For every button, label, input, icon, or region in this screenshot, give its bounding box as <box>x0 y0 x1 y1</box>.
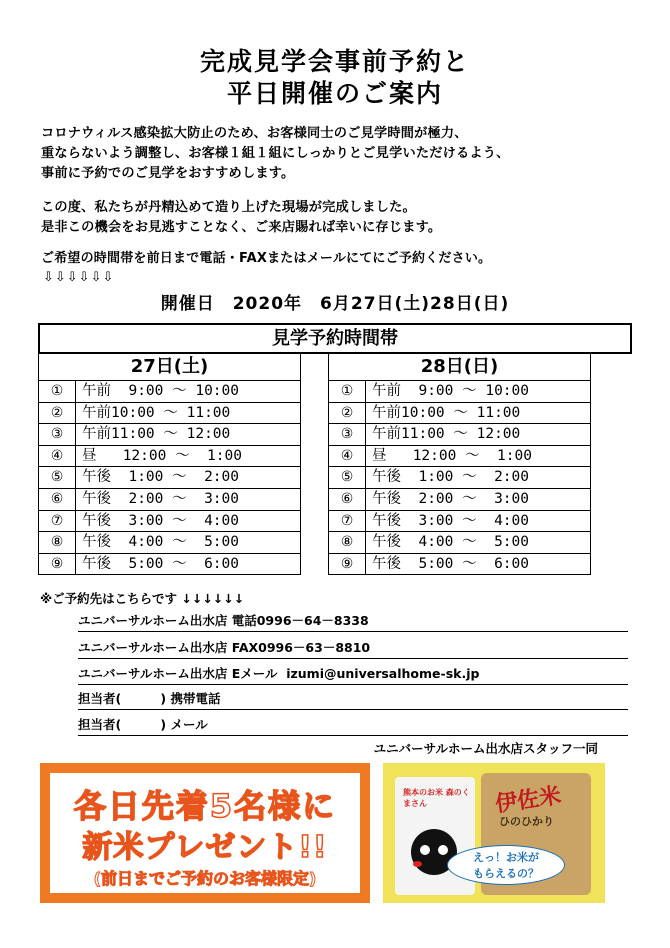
intro-text: 重ならないよう調整し、お客様１組１組にしっかりとご見学いただけるよう、 <box>41 146 510 161</box>
time-slot <box>38 381 301 403</box>
slot-number: ⑦ <box>39 511 76 532</box>
contact-email[interactable]: ユニバーサルホーム出水店 Eメール izumi@universalhome-sk.jp <box>78 664 628 685</box>
contact-heading: ※ご予約先はこちらです ↓↓↓↓↓↓ <box>40 591 245 606</box>
time-slot <box>328 532 591 554</box>
reservation-instruction: ご希望の時間帯を前日まで電話・FAXまたはメールにてにご予約ください。 <box>41 251 492 266</box>
page-title-line1: 完成見学会事前予約と <box>199 47 470 76</box>
promo-condition: (前日までご予約のお客様限定) <box>93 869 317 888</box>
slot-number: ⑦ <box>329 511 366 532</box>
slot-number: ③ <box>329 424 366 445</box>
slot-number: ① <box>329 381 366 402</box>
promo-banner <box>40 763 370 903</box>
time-slot <box>328 467 591 489</box>
event-date: 開催日 2020年 6月27日(土)28日(日) <box>160 294 510 314</box>
bubble-text: もらえるの？ <box>473 867 539 880</box>
kumamon-cheek-icon <box>413 861 422 867</box>
slot-time: 午前11:00 ～ 12:00 <box>372 426 521 443</box>
slot-time: 午後 3:00 ～ 4:00 <box>82 512 239 529</box>
time-slot <box>38 467 301 489</box>
slot-time: 昼 12:00 ～ 1:00 <box>82 447 242 464</box>
slot-number: ⑤ <box>329 467 366 488</box>
contact-fax[interactable]: ユニバーサルホーム出水店 FAX0996－63－8810 <box>78 638 628 659</box>
slot-number: ⑧ <box>39 532 76 553</box>
speech-bubble <box>447 845 565 885</box>
time-slot <box>38 511 301 533</box>
slot-time: 昼 12:00 ～ 1:00 <box>372 447 532 464</box>
day-label: 27日(土) <box>38 353 301 381</box>
time-slot <box>328 511 591 533</box>
time-slot <box>328 554 591 576</box>
slot-number: ⑨ <box>39 554 76 575</box>
slot-number: ⑤ <box>39 467 76 488</box>
slot-number: ③ <box>39 424 76 445</box>
slot-number: ⑨ <box>329 554 366 575</box>
time-slot <box>38 446 301 468</box>
time-slot <box>38 554 301 576</box>
slot-number: ⑧ <box>329 532 366 553</box>
intro-paragraph-2 <box>41 198 641 238</box>
slot-time: 午後 2:00 ～ 3:00 <box>372 490 529 507</box>
time-slot <box>38 424 301 446</box>
intro-text: コロナウィルス感染拡大防止のため、お客様同士のご見学時間が極力、 <box>41 126 468 141</box>
intro-text: 是非この機会をお見逃すことなく、ご来店賜れば幸いに存じます。 <box>41 220 442 235</box>
slot-number: ⑥ <box>39 489 76 510</box>
contact-person-mobile: 担当者( ) 携帯電話 <box>78 689 628 710</box>
slot-time: 午後 1:00 ～ 2:00 <box>372 469 529 486</box>
contact-phone[interactable]: ユニバーサルホーム出水店 電話0996－64－8338 <box>78 611 628 632</box>
schedule-title: 見学予約時間帯 <box>38 323 632 354</box>
slot-time: 午後 2:00 ～ 3:00 <box>82 490 239 507</box>
intro-text: 事前に予約でのご見学をおすすめします。 <box>41 166 295 181</box>
time-slot <box>38 532 301 554</box>
contact-person-email: 担当者( ) メール <box>78 715 628 736</box>
slot-time: 午後 5:00 ～ 6:00 <box>372 555 529 572</box>
intro-text: この度、私たちが丹精込めて造り上げた現場が完成しました。 <box>41 200 416 215</box>
slot-number: ① <box>39 381 76 402</box>
time-slot <box>328 403 591 425</box>
slot-time: 午後 4:00 ～ 5:00 <box>82 534 239 551</box>
promo-headline: 各日先着5名様に <box>73 787 337 825</box>
day-label: 28日(日) <box>328 353 591 381</box>
slot-time: 午後 1:00 ～ 2:00 <box>82 469 239 486</box>
intro-paragraph-1 <box>41 124 641 184</box>
slot-time: 午前11:00 ～ 12:00 <box>82 426 231 443</box>
slot-number: ② <box>39 403 76 424</box>
time-slot <box>328 424 591 446</box>
slot-number: ④ <box>329 446 366 467</box>
page-title-line2: 平日開催のご案内 <box>226 79 443 108</box>
slot-time: 午後 3:00 ～ 4:00 <box>372 512 529 529</box>
time-slot <box>38 489 301 511</box>
time-slot <box>38 403 301 425</box>
day-table-28 <box>328 353 591 575</box>
slot-time: 午前 9:00 ～ 10:00 <box>372 383 529 399</box>
slot-time: 午前10:00 ～ 11:00 <box>82 404 231 421</box>
bag-brand: 伊佐米 <box>493 783 563 818</box>
time-slot <box>328 381 591 403</box>
time-slot <box>328 489 591 511</box>
slot-number: ④ <box>39 446 76 467</box>
rice-bags-photo <box>383 763 605 903</box>
slot-time: 午後 5:00 ～ 6:00 <box>82 555 239 572</box>
bag-variety: ひのひかり <box>499 815 554 828</box>
promo-inner <box>50 773 360 893</box>
bag-label: 熊本のお米 森のくまさん <box>403 788 470 808</box>
slot-time: 午後 4:00 ～ 5:00 <box>372 534 529 551</box>
down-arrows-icon: ⇩⇩⇩⇩⇩⇩ <box>43 270 115 285</box>
day-table-27 <box>38 353 301 575</box>
slot-number: ⑥ <box>329 489 366 510</box>
slot-time: 午前10:00 ～ 11:00 <box>372 404 521 421</box>
promo-gift: 新米プレゼント!! <box>82 830 328 865</box>
bubble-text: えっ！お米が <box>473 851 539 864</box>
slot-time: 午前 9:00 ～ 10:00 <box>82 383 239 399</box>
slot-number: ② <box>329 403 366 424</box>
time-slot <box>328 446 591 468</box>
staff-signature: ユニバーサルホーム出水店スタッフ一同 <box>373 741 598 756</box>
